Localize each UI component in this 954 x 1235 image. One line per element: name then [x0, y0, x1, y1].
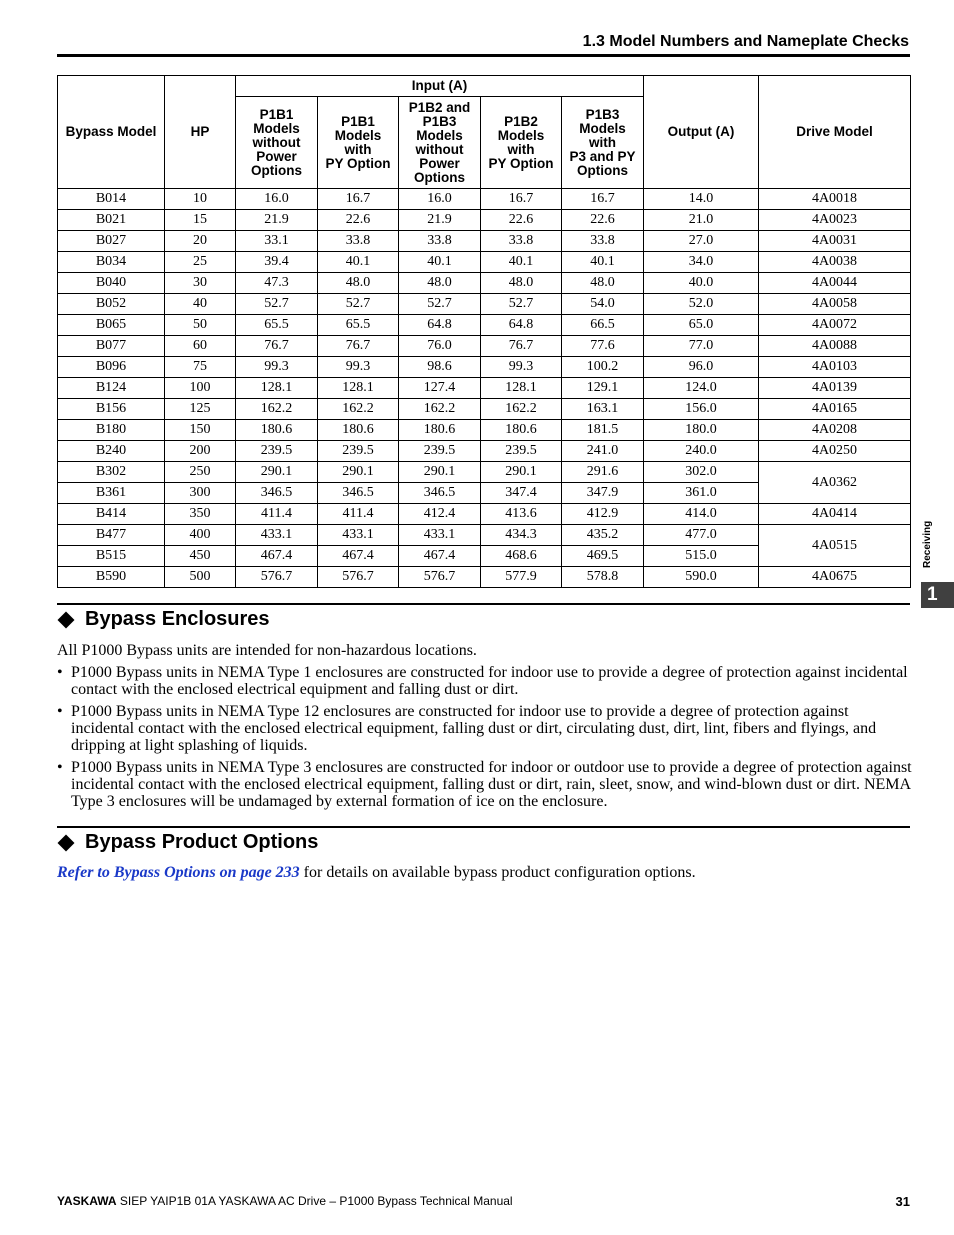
table-cell: 54.0	[562, 294, 644, 315]
table-cell: 52.7	[318, 294, 399, 315]
section-rule-options	[57, 826, 910, 828]
table-cell-drive-model: 4A0031	[759, 231, 911, 252]
table-cell: 33.8	[399, 231, 481, 252]
table-cell: B052	[58, 294, 165, 315]
table-cell: 48.0	[481, 273, 562, 294]
table-row	[58, 399, 911, 420]
table-cell: 48.0	[562, 273, 644, 294]
page-header-title: 1.3 Model Numbers and Nameplate Checks	[582, 33, 909, 50]
table-cell-drive-model: 4A0139	[759, 378, 911, 399]
enclosures-intro: All P1000 Bypass units are intended for non-hazardous locations.	[57, 642, 477, 659]
col-header-line: Options	[577, 162, 628, 178]
diamond-bullet-icon	[58, 834, 75, 851]
table-cell: 300	[165, 483, 236, 504]
table-cell: 128.1	[318, 378, 399, 399]
table-cell: 180.0	[644, 420, 759, 441]
table-cell: 99.3	[236, 357, 318, 378]
table-cell: 65.5	[236, 315, 318, 336]
table-cell: 346.5	[399, 483, 481, 504]
table-cell: 10	[165, 189, 236, 210]
col-header-line: Options	[251, 162, 302, 178]
table-cell: 413.6	[481, 504, 562, 525]
table-cell: 576.7	[236, 567, 318, 588]
table-cell: 162.2	[481, 399, 562, 420]
table-cell: 99.3	[318, 357, 399, 378]
table-cell: 181.5	[562, 420, 644, 441]
col-header-input-2	[318, 97, 399, 189]
col-header-input-3	[399, 97, 481, 189]
table-cell: 350	[165, 504, 236, 525]
table-cell: 40	[165, 294, 236, 315]
table-cell: 40.1	[562, 252, 644, 273]
col-header-line: Models	[334, 127, 382, 143]
table-cell: 33.8	[562, 231, 644, 252]
table-cell: 250	[165, 462, 236, 483]
table-cell: 129.1	[562, 378, 644, 399]
table-cell: 76.0	[399, 336, 481, 357]
table-cell-drive-model: 4A0515	[759, 525, 911, 567]
table-row	[58, 441, 911, 462]
col-header-hp: HP	[165, 76, 236, 189]
table-row	[58, 357, 911, 378]
table-cell: 21.0	[644, 210, 759, 231]
table-cell: 467.4	[399, 546, 481, 567]
table-row	[58, 525, 911, 546]
list-item: • P1000 Bypass units in NEMA Type 1 enclosures are constructed for indoor use to provide a degree of protection against incidental contact with the enclosed electrical equipment and falling dust or dirt.	[57, 664, 913, 698]
table-cell: B361	[58, 483, 165, 504]
table-cell: 162.2	[399, 399, 481, 420]
table-cell: 576.7	[399, 567, 481, 588]
table-cell: 98.6	[399, 357, 481, 378]
table-cell: 469.5	[562, 546, 644, 567]
chapter-tab: 1	[921, 582, 954, 608]
table-cell: 40.1	[318, 252, 399, 273]
header-rule	[57, 54, 910, 57]
table-cell: 411.4	[236, 504, 318, 525]
col-header-line: Models	[579, 120, 626, 136]
section-heading-enclosures-text: Bypass Enclosures	[85, 608, 270, 630]
table-cell-drive-model: 4A0088	[759, 336, 911, 357]
table-cell: B014	[58, 189, 165, 210]
table-cell: 450	[165, 546, 236, 567]
table-cell: 75	[165, 357, 236, 378]
table-cell: 468.6	[481, 546, 562, 567]
section-heading-options	[57, 831, 318, 854]
col-header-input-group: Input (A)	[236, 76, 644, 97]
table-cell: B477	[58, 525, 165, 546]
table-cell: 65.5	[318, 315, 399, 336]
table-cell: 500	[165, 567, 236, 588]
enclosures-bullet-list	[57, 664, 913, 815]
table-cell: 99.3	[481, 357, 562, 378]
table-cell: 241.0	[562, 441, 644, 462]
table-cell: 180.6	[236, 420, 318, 441]
table-cell: 128.1	[236, 378, 318, 399]
table-row	[58, 273, 911, 294]
col-header-line: P1B1	[341, 113, 375, 129]
table-cell: 412.9	[562, 504, 644, 525]
table-cell: 77.6	[562, 336, 644, 357]
table-cell-drive-model: 4A0362	[759, 462, 911, 504]
table-cell: 52.7	[399, 294, 481, 315]
table-row	[58, 462, 911, 483]
table-cell: 52.0	[644, 294, 759, 315]
table-cell: 16.7	[481, 189, 562, 210]
col-header-line: Power	[419, 155, 460, 171]
col-header-line: PY Option	[488, 155, 554, 171]
table-cell: B034	[58, 252, 165, 273]
table-cell: 577.9	[481, 567, 562, 588]
table-cell-drive-model: 4A0103	[759, 357, 911, 378]
table-cell: 180.6	[318, 420, 399, 441]
table-cell: 16.7	[318, 189, 399, 210]
col-header-line: with	[507, 141, 535, 157]
table-cell: 290.1	[399, 462, 481, 483]
table-cell: 125	[165, 399, 236, 420]
model-ratings-table	[57, 75, 911, 588]
table-cell: 302.0	[644, 462, 759, 483]
table-cell: 30	[165, 273, 236, 294]
table-cell: 291.6	[562, 462, 644, 483]
table-cell: 34.0	[644, 252, 759, 273]
table-cell: B590	[58, 567, 165, 588]
col-header-line: without	[252, 134, 301, 150]
table-cell: 162.2	[236, 399, 318, 420]
table-cell: 346.5	[318, 483, 399, 504]
table-cell: 22.6	[562, 210, 644, 231]
table-cell: B021	[58, 210, 165, 231]
col-header-line: Models	[497, 127, 545, 143]
col-header-line: P1B1	[259, 106, 294, 122]
table-row	[58, 252, 911, 273]
table-cell: 52.7	[481, 294, 562, 315]
table-cell: 239.5	[481, 441, 562, 462]
table-cell: 347.4	[481, 483, 562, 504]
table-cell: 21.9	[236, 210, 318, 231]
table-cell: 434.3	[481, 525, 562, 546]
table-row	[58, 504, 911, 525]
table-cell: B515	[58, 546, 165, 567]
table-cell: B040	[58, 273, 165, 294]
col-header-input-5	[562, 97, 644, 189]
table-cell: 77.0	[644, 336, 759, 357]
table-cell: 16.7	[562, 189, 644, 210]
table-cell: 576.7	[318, 567, 399, 588]
col-header-output: Output (A)	[644, 76, 759, 189]
table-cell: 47.3	[236, 273, 318, 294]
table-cell: 590.0	[644, 567, 759, 588]
table-cell: 290.1	[318, 462, 399, 483]
table-cell: 27.0	[644, 231, 759, 252]
list-item: • P1000 Bypass units in NEMA Type 3 enclosures are constructed for indoor or outdoor use to provide a degree of protection against incidental contact with the enclosed electrical equipment, falling dust or dirt, rain, sleet, snow, and wind-blown dust or dirt. NEMA Type 3 enclosures will be undamaged by external formation of ice on the enclosure.	[57, 759, 913, 810]
table-cell-drive-model: 4A0208	[759, 420, 911, 441]
table-cell: 39.4	[236, 252, 318, 273]
table-cell: 414.0	[644, 504, 759, 525]
col-header-input-4	[481, 97, 562, 189]
table-row	[58, 567, 911, 588]
table-cell: 50	[165, 315, 236, 336]
table-cell: B077	[58, 336, 165, 357]
table-cell: B065	[58, 315, 165, 336]
footer-document-info	[57, 1194, 513, 1208]
table-cell-drive-model: 4A0675	[759, 567, 911, 588]
section-heading-enclosures	[57, 608, 270, 631]
table-cell: 65.0	[644, 315, 759, 336]
table-cell: 25	[165, 252, 236, 273]
table-cell-drive-model: 4A0250	[759, 441, 911, 462]
col-header-line: Models	[416, 127, 463, 143]
table-cell: 127.4	[399, 378, 481, 399]
table-cell: 433.1	[236, 525, 318, 546]
col-header-line: P1B2	[504, 113, 538, 129]
col-header-line: without	[415, 141, 464, 157]
table-cell: 347.9	[562, 483, 644, 504]
table-cell: 290.1	[481, 462, 562, 483]
table-cell: B302	[58, 462, 165, 483]
col-header-line: PY Option	[325, 155, 391, 171]
table-cell: 128.1	[481, 378, 562, 399]
table-cell: 361.0	[644, 483, 759, 504]
table-cell: 467.4	[236, 546, 318, 567]
table-cell: 346.5	[236, 483, 318, 504]
bypass-options-link[interactable]: Refer to Bypass Options on page 233	[57, 864, 300, 881]
table-cell: 60	[165, 336, 236, 357]
table-row	[58, 210, 911, 231]
table-cell-drive-model: 4A0165	[759, 399, 911, 420]
table-cell-drive-model: 4A0018	[759, 189, 911, 210]
table-row	[58, 420, 911, 441]
table-cell: 162.2	[318, 399, 399, 420]
table-cell-drive-model: 4A0023	[759, 210, 911, 231]
table-cell: 33.8	[481, 231, 562, 252]
col-header-bypass-model: Bypass Model	[58, 76, 165, 189]
col-header-line: Models	[253, 120, 300, 136]
section-heading-options-text: Bypass Product Options	[85, 831, 319, 853]
table-cell: 15	[165, 210, 236, 231]
col-header-drive-model: Drive Model	[759, 76, 911, 189]
table-cell: 240.0	[644, 441, 759, 462]
table-cell: 14.0	[644, 189, 759, 210]
table-cell-drive-model: 4A0414	[759, 504, 911, 525]
col-header-input-1	[236, 97, 318, 189]
table-cell: 200	[165, 441, 236, 462]
table-cell: 239.5	[399, 441, 481, 462]
options-reference-text: for details on available bypass product configuration options.	[299, 864, 696, 881]
table-cell: 22.6	[318, 210, 399, 231]
table-cell: 100	[165, 378, 236, 399]
table-cell: 40.1	[481, 252, 562, 273]
table-row	[58, 189, 911, 210]
table-cell: B414	[58, 504, 165, 525]
table-cell: B156	[58, 399, 165, 420]
table-cell: 33.8	[318, 231, 399, 252]
table-cell: 40.0	[644, 273, 759, 294]
table-cell: B124	[58, 378, 165, 399]
col-header-line: P1B3	[422, 113, 457, 129]
table-cell: 76.7	[481, 336, 562, 357]
table-cell: 64.8	[399, 315, 481, 336]
table-cell: 290.1	[236, 462, 318, 483]
chapter-side-label: Receiving	[922, 520, 933, 568]
diamond-bullet-icon	[58, 611, 75, 628]
footer-brand: YASKAWA	[57, 1194, 117, 1208]
table-cell: 150	[165, 420, 236, 441]
table-cell: 40.1	[399, 252, 481, 273]
table-cell: 515.0	[644, 546, 759, 567]
table-cell: 33.1	[236, 231, 318, 252]
table-cell: 76.7	[236, 336, 318, 357]
table-row	[58, 315, 911, 336]
table-cell: 578.8	[562, 567, 644, 588]
table-cell: 96.0	[644, 357, 759, 378]
table-cell: B027	[58, 231, 165, 252]
table-cell: 48.0	[318, 273, 399, 294]
table-cell: B180	[58, 420, 165, 441]
table-cell: 435.2	[562, 525, 644, 546]
table-row	[58, 336, 911, 357]
table-cell: 16.0	[236, 189, 318, 210]
table-cell-drive-model: 4A0044	[759, 273, 911, 294]
table-cell: 100.2	[562, 357, 644, 378]
section-rule-enclosures	[57, 603, 910, 605]
table-cell-drive-model: 4A0072	[759, 315, 911, 336]
table-row	[58, 294, 911, 315]
table-cell: 433.1	[318, 525, 399, 546]
table-cell: 239.5	[236, 441, 318, 462]
table-row	[58, 231, 911, 252]
col-header-line: P1B2 and	[408, 99, 471, 115]
col-header-line: Options	[414, 169, 465, 185]
table-cell: 411.4	[318, 504, 399, 525]
table-cell: 20	[165, 231, 236, 252]
table-cell: 156.0	[644, 399, 759, 420]
table-cell: 16.0	[399, 189, 481, 210]
table-cell: B240	[58, 441, 165, 462]
table-cell: 433.1	[399, 525, 481, 546]
table-cell: 22.6	[481, 210, 562, 231]
table-cell: 52.7	[236, 294, 318, 315]
table-cell: 124.0	[644, 378, 759, 399]
table-cell: 64.8	[481, 315, 562, 336]
table-cell: 400	[165, 525, 236, 546]
table-cell: 21.9	[399, 210, 481, 231]
table-cell: B096	[58, 357, 165, 378]
table-cell: 48.0	[399, 273, 481, 294]
list-item: • P1000 Bypass units in NEMA Type 12 enclosures are constructed for indoor use to provide a degree of protection against incidental contact with the enclosed electrical equipment, falling dust or dirt, circulating dust, dirt, lint, fibers and flyings, and dripping at light splashing of liquids.	[57, 703, 913, 754]
col-header-line: Power	[256, 148, 297, 164]
table-cell: 467.4	[318, 546, 399, 567]
table-row	[58, 378, 911, 399]
col-header-line: P1B3	[585, 106, 620, 122]
table-cell-drive-model: 4A0038	[759, 252, 911, 273]
table-cell: 180.6	[481, 420, 562, 441]
table-cell: 163.1	[562, 399, 644, 420]
table-cell: 76.7	[318, 336, 399, 357]
table-cell-drive-model: 4A0058	[759, 294, 911, 315]
table-cell: 239.5	[318, 441, 399, 462]
table-cell: 412.4	[399, 504, 481, 525]
table-cell: 66.5	[562, 315, 644, 336]
footer-doc-text: SIEP YAIP1B 01A YASKAWA AC Drive – P1000 Bypass Technical Manual	[116, 1194, 513, 1208]
col-header-line: with	[344, 141, 372, 157]
col-header-line: P3 and PY	[569, 148, 636, 164]
table-cell: 477.0	[644, 525, 759, 546]
col-header-line: with	[589, 134, 616, 150]
page-number: 31	[895, 1194, 910, 1209]
table-cell: 180.6	[399, 420, 481, 441]
options-reference-paragraph	[57, 864, 696, 882]
